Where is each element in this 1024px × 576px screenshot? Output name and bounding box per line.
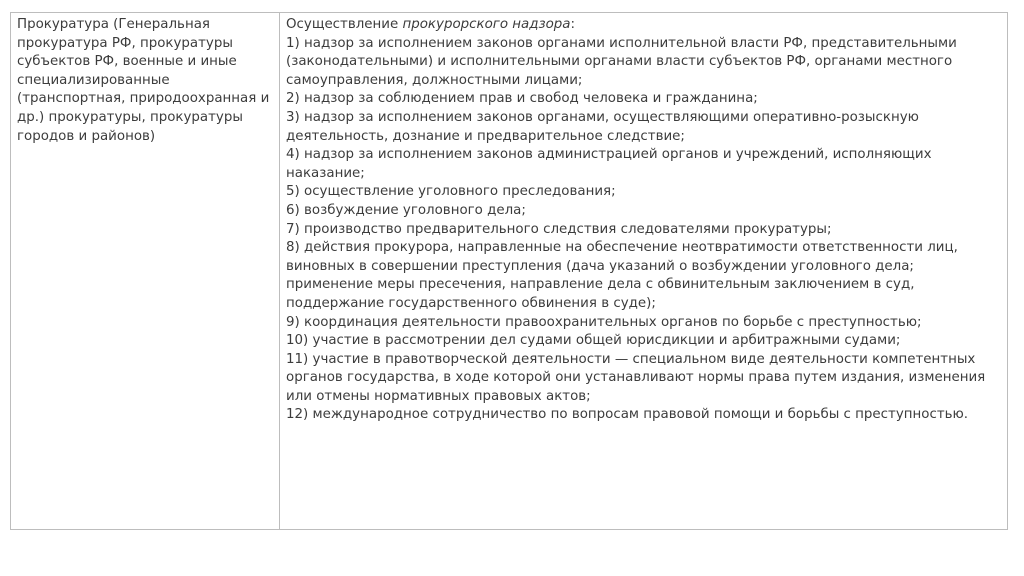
list-item: 5) осуществление уголовного преследования;	[286, 184, 616, 200]
left-cell	[11, 13, 280, 530]
list-item: 3) надзор за исполнением законов органами, осуществляющими оперативно-розыскную деятельность, дознание и предварительное следствие;	[286, 109, 919, 144]
list-item: 1) надзор за исполнением законов органами исполнительной власти РФ, представительными (законодательными) и исполнительными органами власти субъектов РФ, органами местного самоуправления, должностными лицами;	[286, 35, 957, 88]
list-item: 11) участие в правотворческой деятельности — специальном виде деятельности компетентных органов государства, в ходе которой они устанавливают нормы права путем издания, изменения или отмены нормативных правовых актов;	[286, 351, 986, 404]
list-item: 4) надзор за исполнением законов администрацией органов и учреждений, исполняющих наказание;	[286, 147, 932, 181]
list-item: 9) координация деятельности правоохранительных органов по борьбе с преступностью;	[286, 314, 922, 330]
intro-prefix: Осуществление	[286, 17, 403, 32]
list-item: 12) международное сотрудничество по вопросам правовой помощи и борьбы с преступностью.	[286, 407, 969, 423]
functions-intro	[286, 16, 1002, 35]
body-name-text: Прокуратура (Генеральная прокуратура РФ, прокуратуры субъектов РФ, военные и иные специализированные (транспортная, природоохранная и др.) прокуратуры, прокуратуры городов и районов)	[17, 17, 270, 144]
list-item: 6) возбуждение уголовного дела;	[286, 202, 526, 218]
content-table	[10, 12, 1008, 530]
list-item: 10) участие в рассмотрении дел судами общей юрисдикции и арбитражными судами;	[286, 333, 901, 349]
intro-italic: прокурорского надзора	[402, 17, 571, 32]
table-row	[11, 13, 1008, 530]
list-item: 2) надзор за соблюдением прав и свобод человека и гражданина;	[286, 91, 758, 107]
list-item: 8) действия прокурора, направленные на обеспечение неотвратимости ответственности лиц, виновных в совершении преступления (дача указаний о возбуждении уголовного дела; применение меры пресечения, направление дела с обвинительным заключением в суд, поддержание государственного обвинения в суде);	[286, 240, 958, 311]
list-item: 7) производство предварительного следствия следователями прокуратуры;	[286, 221, 832, 237]
right-cell	[280, 13, 1008, 530]
intro-suffix: :	[570, 17, 576, 32]
